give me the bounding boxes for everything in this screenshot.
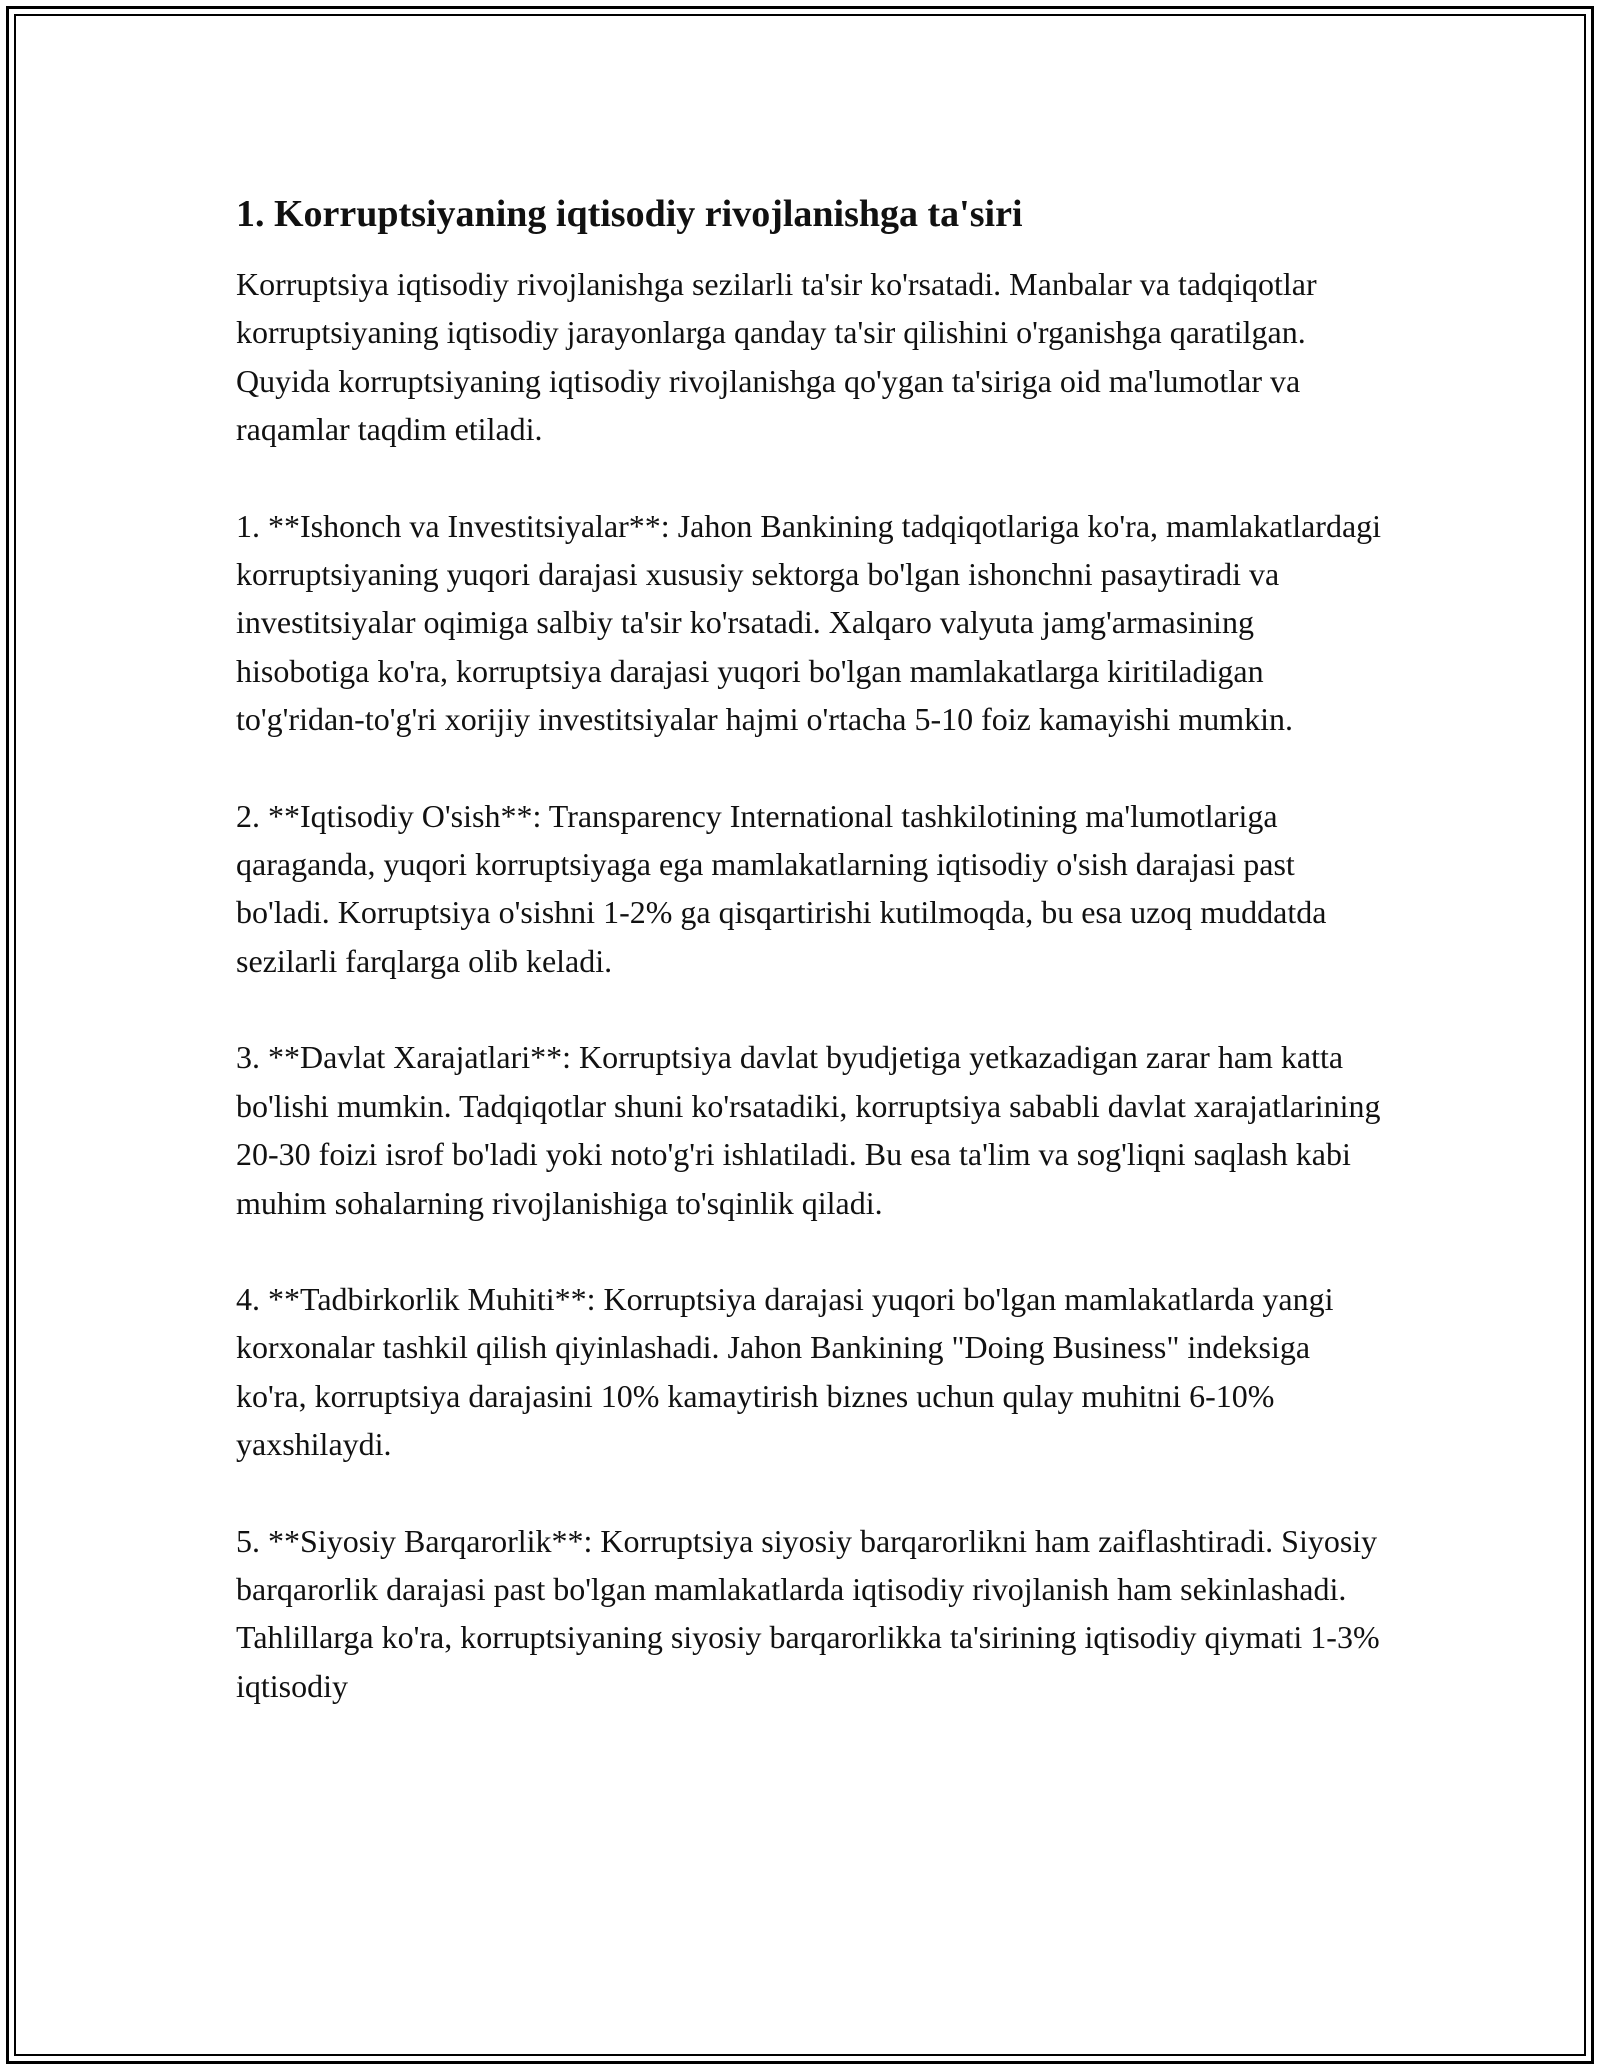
paragraph-investments: 1. **Ishonch va Investitsiyalar**: Jahon Bankining tadqiqotlariga ko'ra, mamlakatlardagi korruptsiyaning yuqori darajasi xususiy sektorga bo'lgan ishonchni pasaytiradi va investitsiyalar oqimiga salbiy ta'sir ko'rsatadi. Xalqaro valyuta jamg'armasining hisobotiga ko'ra, korruptsiya darajasi yuqori bo'lgan mamlakatlarga kiritiladigan to'g'ridan-to'g'ri xorijiy investitsiyalar hajmi o'rtacha 5-10 foiz kamayishi mumkin. <box>236 507 1382 738</box>
intro-paragraph: Korruptsiya iqtisodiy rivojlanishga sezilarli ta'sir ko'rsatadi. Manbalar va tadqiqotlar korruptsiyaning iqtisodiy jarayonlarga qanday ta'sir qilishini o'rganishga qaratilgan. Quyida korruptsiyaning iqtisodiy rivojlanishga qo'ygan ta'siriga oid ma'lumotlar va raqamlar taqdim etiladi. <box>236 266 1317 448</box>
paragraph-state-expenditures: 3. **Davlat Xarajatlari**: Korruptsiya davlat byudjetiga yetkazadigan zarar ham katta bo'lishi mumkin. Tadqiqotlar shuni ko'rsatadiki, korruptsiya sababli davlat xarajatlarining 20-30 foizi isrof bo'ladi yoki noto'g'ri ishlatiladi. Bu esa ta'lim va sog'liqni saqlash kabi muhim sohalarning rivojlanishiga to'sqinlik qiladi. <box>236 1039 1381 1221</box>
document-title: 1. Korruptsiyaning iqtisodiy rivojlanishga ta'siri <box>236 193 1023 235</box>
paragraph-economic-growth: 2. **Iqtisodiy O'sish**: Transparency International tashkilotining ma'lumotlariga qaraganda, yuqori korruptsiyaga ega mamlakatlarning iqtisodiy o'sish darajasi past bo'ladi. Korruptsiya o'sishni 1-2% ga qisqartirishi kutilmoqda, bu esa uzoq muddatda sezilarli farqlarga olib keladi. <box>236 797 1327 979</box>
paragraph-business-environment: 4. **Tadbirkorlik Muhiti**: Korruptsiya darajasi yuqori bo'lgan mamlakatlarda yangi korxonalar tashkil qilish qiyinlashadi. Jahon Bankining "Doing Business" indeksiga ko'ra, korruptsiya darajasini 10% kamaytirish biznes uchun qulay muhitni 6-10% yaxshilaydi. <box>236 1280 1334 1463</box>
paragraph-political-stability: 5. **Siyosiy Barqarorlik**: Korruptsiya siyosiy barqarorlikni ham zaiflashtiradi. Siyosiy barqarorlik darajasi past bo'lgan mamlakatlarda iqtisodiy rivojlanish ham sekinlashadi. Tahlillarga ko'ra, korruptsiyaning siyosiy barqarorlikka ta'sirining iqtisodiy qiymati 1-3% iqtisodiy <box>236 1522 1380 1704</box>
document-body <box>236 186 1386 1758</box>
